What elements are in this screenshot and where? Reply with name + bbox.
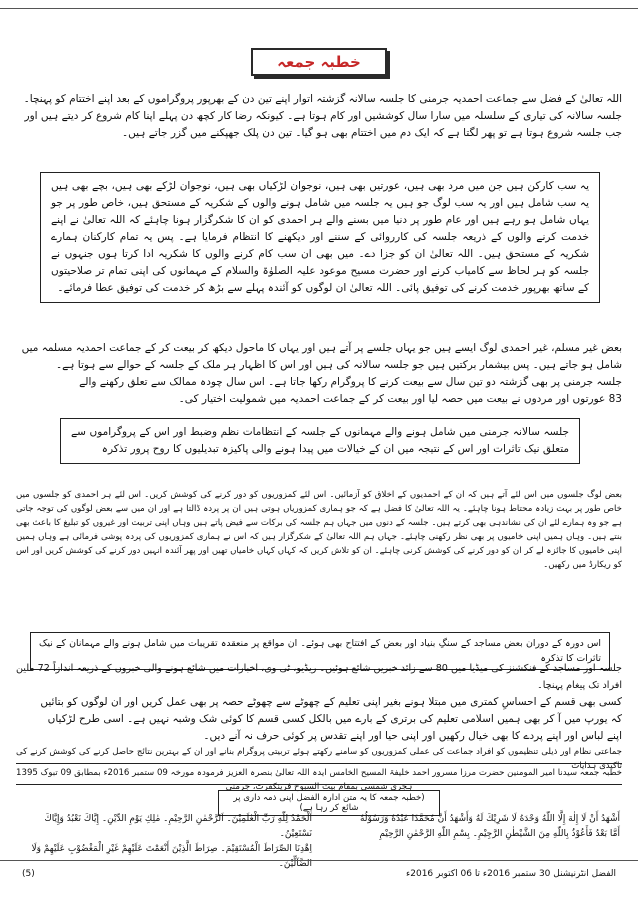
footer-rule: [0, 860, 638, 861]
sermon-info-text: خطبہ جمعہ سیدنا امیر المومنین حضرت مرزا مسرور احمد خلیفۃ المسیح الخامس ایدہ اللہ تعالیٰ بنصرہ العزیز فرمودہ مورخہ 09 ستمبر 2016ء بمطابق 09 تبوک 1395 ہجری شمسی بمقام بیت السبوح فرینکفرٹ، جرمنی: [16, 768, 622, 792]
para-line: جماعتی نظام اور ذیلی تنظیموں کو افراد جماعت کی عملی کمزوریوں کو سامنے رکھتے ہوئے تربیتی پروگرام بنانے اور ان کے بہترین نتائج حاصل کرنے کی کوشش کرنے کی تاکیدی ہدایات: [16, 747, 622, 771]
para-line: شامل ہو جاتے ہیں۔ پس بیشمار برکتیں ہیں جو جلسہ سالانہ کی ہیں اور اس کا اظہار ہر ملک کے جلسہ کے حوالے سے ہوتا ہے۔: [55, 359, 622, 371]
page-title: خطبہ جمعہ: [251, 48, 387, 76]
para-line: جلسہ جرمنی پر بھی گزشتہ دو تین سال سے بیعت کرنے کا پروگرام رکھا جاتا ہے۔ اس سال چودہ ممالک سے تعلق رکھنے والے: [79, 376, 622, 388]
prayer-line: اِهْدِنَا الصِّرَاطَ الْمُسْتَقِيْمَ۔ صِرَاطَ الَّذِيْنَ أَنْعَمْتَ عَلَيْهِمْ غَيْرِ الْمَغْضُوْبِ عَلَيْهِمْ وَلَا الضَّآلِّيْنَ۔: [31, 844, 312, 869]
divider: [16, 784, 622, 785]
intro-line: جب جلسہ شروع ہوتا ہے تو پھر لگتا ہے کہ ایک دم میں اختتام بھی ہو گیا۔ تین دن پلک جھپکنے میں گزر جاتے ہیں۔: [121, 127, 622, 139]
divider: [16, 763, 622, 764]
prayer-line: اَلْحَمْدُ لِلّٰهِ رَبِّ الْعٰلَمِيْنَ۔ اَلرَّحْمٰنِ الرَّحِيْمِ۔ مٰلِكِ يَوْمِ الدِّيْنِ۔ إِيَّاكَ نَعْبُدُ وَإِيَّاكَ نَسْتَعِيْنُ۔: [44, 814, 312, 839]
prayer-line: أَمَّا بَعْدُ فَأَعُوْذُ بِاللّٰهِ مِنَ الشَّيْطٰنِ الرَّجِيْمِ۔ بِسْمِ اللّٰهِ الرَّحْمٰنِ الرَّحِيْمِ: [379, 829, 620, 839]
para-line: بعض غیر مسلم، غیر احمدی لوگ ایسے ہیں جو یہاں جلسے پر آتے ہیں اور یہاں کا ماحول دیکھ کر بیعت کر کے جماعت احمدیہ مسلمہ میں: [21, 342, 622, 354]
para-line: 83 عورتوں اور مردوں نے بیعت میں حصہ لیا اور بیعت کر کے جماعت احمدیہ میں شمولیت اختیار کی۔: [178, 393, 622, 405]
publication-note: (خطبہ جمعہ کا یہ متن ادارہ الفضل اپنی ذمہ داری پر شائع کر رہا ہے): [218, 790, 440, 816]
footer-publication: الفضل انٹرنیشنل 30 ستمبر 2016ء تا 06 اکتوبر 2016ء: [406, 869, 616, 879]
page-number: (5): [22, 869, 35, 879]
prayer-line: أَشْهَدُ أَنْ لَا إِلٰهَ إِلَّا اللّٰهُ وَحْدَهُ لَا شَرِيْكَ لَهُ وَأَشْهَدُ أَنَّ مُحَمَّدًا عَبْدُهُ وَرَسُوْلُهُ: [359, 814, 620, 824]
intro-line: جلسہ سالانہ کی تیاری کے سلسلہ میں سارا سال کوششیں اور کام ہوتا ہے۔ کیونکہ رضا کار کچھ دن پہلے اپنا کام شروع کر دیتے ہیں اور: [24, 110, 622, 122]
prayer-left: [22, 812, 312, 872]
prayer-right: [330, 812, 620, 842]
title-wrap: [0, 48, 638, 76]
intro-section: [16, 91, 622, 142]
quote-box-1: یہ سب کارکن ہیں جن میں مرد بھی ہیں، عورتیں بھی ہیں، نوجوان لڑکیاں بھی ہیں، نوجوان لڑکے بھی ہیں، بچے بھی ہیں یہ سب شامل ہیں اور یہ سب لوگ جو ہیں یہ جلسہ میں شامل ہونے والوں کے شکریہ کے مستحق ہیں، خاص طور پر جو یہاں شامل ہو رہے ہیں اور عام طور پر دنیا میں بسنے والے ہر احمدی کو ان کا شکرگزار ہونا چاہئے کہ اللہ تعالیٰ نے اپنے خدمت کرنے والوں کے ذریعہ جلسہ کی کارروائی کے سننے اور دیکھنے کا انتظام فرمایا ہے۔ پس یہ تمام کارکنان ہمارے شکریہ کے مستحق ہیں۔ اللہ تعالیٰ ان کو جزا دے۔ میں بھی ان سب کام کرنے والوں کا شکریہ ادا کرتا ہوں جنہوں نے جلسہ کو ہر لحاظ سے کامیاب کرنے اور حضرت مسیح موعود علیہ الصلوٰۃ والسلام کے مہمانوں کی اپنی تمام تر صلاحیتوں کے ساتھ بھرپور خدمت کرنے کی توفیق پائی۔ اللہ تعالیٰ ان لوگوں کو آئندہ پہلے سے بڑھ کر خدمت کی توفیق عطا فرمائے۔: [40, 172, 600, 303]
top-rule: [0, 8, 638, 9]
para-2: [16, 340, 622, 408]
para-4: [16, 660, 622, 773]
quote-box-3: اس دورہ کے دوران بعض مساجد کے سنگِ بنیاد اور بعض کے افتتاح بھی ہوئے۔ ان مواقع پر منعقدہ تقریبات میں شامل ہونے والے مہمانان کے نیک تاثرات کا تذکرہ: [30, 632, 610, 670]
para-line: اپنے لباس اور اپنے پردے کا بھی خیال رکھیں اور اپنی حیا اور اپنے تقدس پر کوئی حرف نہ آنے دیں۔: [203, 730, 622, 742]
quote-box-1-wrap: [40, 172, 600, 303]
para-3: [16, 488, 622, 572]
quote-box-2: جلسہ سالانہ جرمنی میں شامل ہونے والے مہمانوں کے جلسہ کے انتظامات نظم وضبط اور اس کے پروگراموں سے متعلق نیک تاثرات اور اس کے نتیجہ میں ان کے خیالات میں پیدا ہونے والی پاکیزہ تبدیلیوں کا روح پرور تذکرہ: [60, 418, 580, 464]
intro-line: اللہ تعالیٰ کے فضل سے جماعت احمدیہ جرمنی کا جلسہ سالانہ گزشتہ اتوار اپنے تین دن کے بھرپور پروگراموں کے بعد اپنے اختتام کو پہنچا۔: [23, 93, 622, 105]
para-line: جلسہ اور مساجد کے فنکشنز کی میڈیا میں 80 سے زائد خبریں شائع ہوئیں۔ ریڈیو، ٹی وی، اخبارات میں شائع ہونے والی خبروں کے ذریعہ اندازاً 72 ملین افراد تک پیغام پہنچا۔: [16, 663, 622, 691]
para-3-text: بعض لوگ جلسوں میں اس لئے آتے ہیں کہ ان کے احمدیوں کے اخلاق کو آزمائیں۔ اس لئے کمزوریوں کو دور کرنے کی کوشش کریں۔ اس لئے ہر احمدی کو جلسوں میں خاص طور پر بہت زیادہ محتاط ہونا چاہئے۔ یہ اللہ تعالیٰ کا فضل ہے کہ جو ہماری کمزوریاں ہوتی ہیں ان پر پردہ ڈالتا ہے اور ان میں سے بعض لوگوں کی توجہ جاتی ہے جو وہ ہمارے لئے ان کی نشاندہی بھی کرتے ہیں۔ جلسہ کے دنوں میں جہاں ہم جلسہ کی برکات سے فیض پاتے ہیں وہاں اپنی تربیت اور غیروں کو تبلیغ کا باعث بھی بنتے ہیں۔ وہاں ہمیں اپنی خامیوں پر بھی نظر رکھنی چاہئے۔ جہاں ہم اللہ تعالیٰ کے شکرگزار ہیں کہ اس نے ہماری کمزوریوں کی پردہ پوشی فرمائی ہے وہاں ہمیں اپنی خامیوں کا جائزہ لے کر ان کو دور کرنے کی کوشش کرنی چاہئے۔ ان کو تلاش کریں کہ کہاں کہاں خامیاں تھیں اور پھر آئندہ انہیں دور کرنے کی کوشش کریں اور اس کو ریکارڈ میں رکھیں۔: [16, 490, 622, 570]
para-line: کہ یورپ میں آ کر بھی ہمیں اسلامی تعلیم کی برتری کے بارے میں بالکل کسی قسم کا کوئی شک وشبہ نہیں ہے۔ اسی طرح لڑکیاں: [47, 713, 622, 725]
para-line: کسی بھی قسم کے احساسِ کمتری میں مبتلا ہونے بغیر اپنی تعلیم کے چھوٹے سے چھوٹے حصہ پر بھی عمل کریں اور ان لوگوں کو بتائیں: [40, 696, 622, 708]
quote-box-2-wrap: [60, 418, 580, 464]
